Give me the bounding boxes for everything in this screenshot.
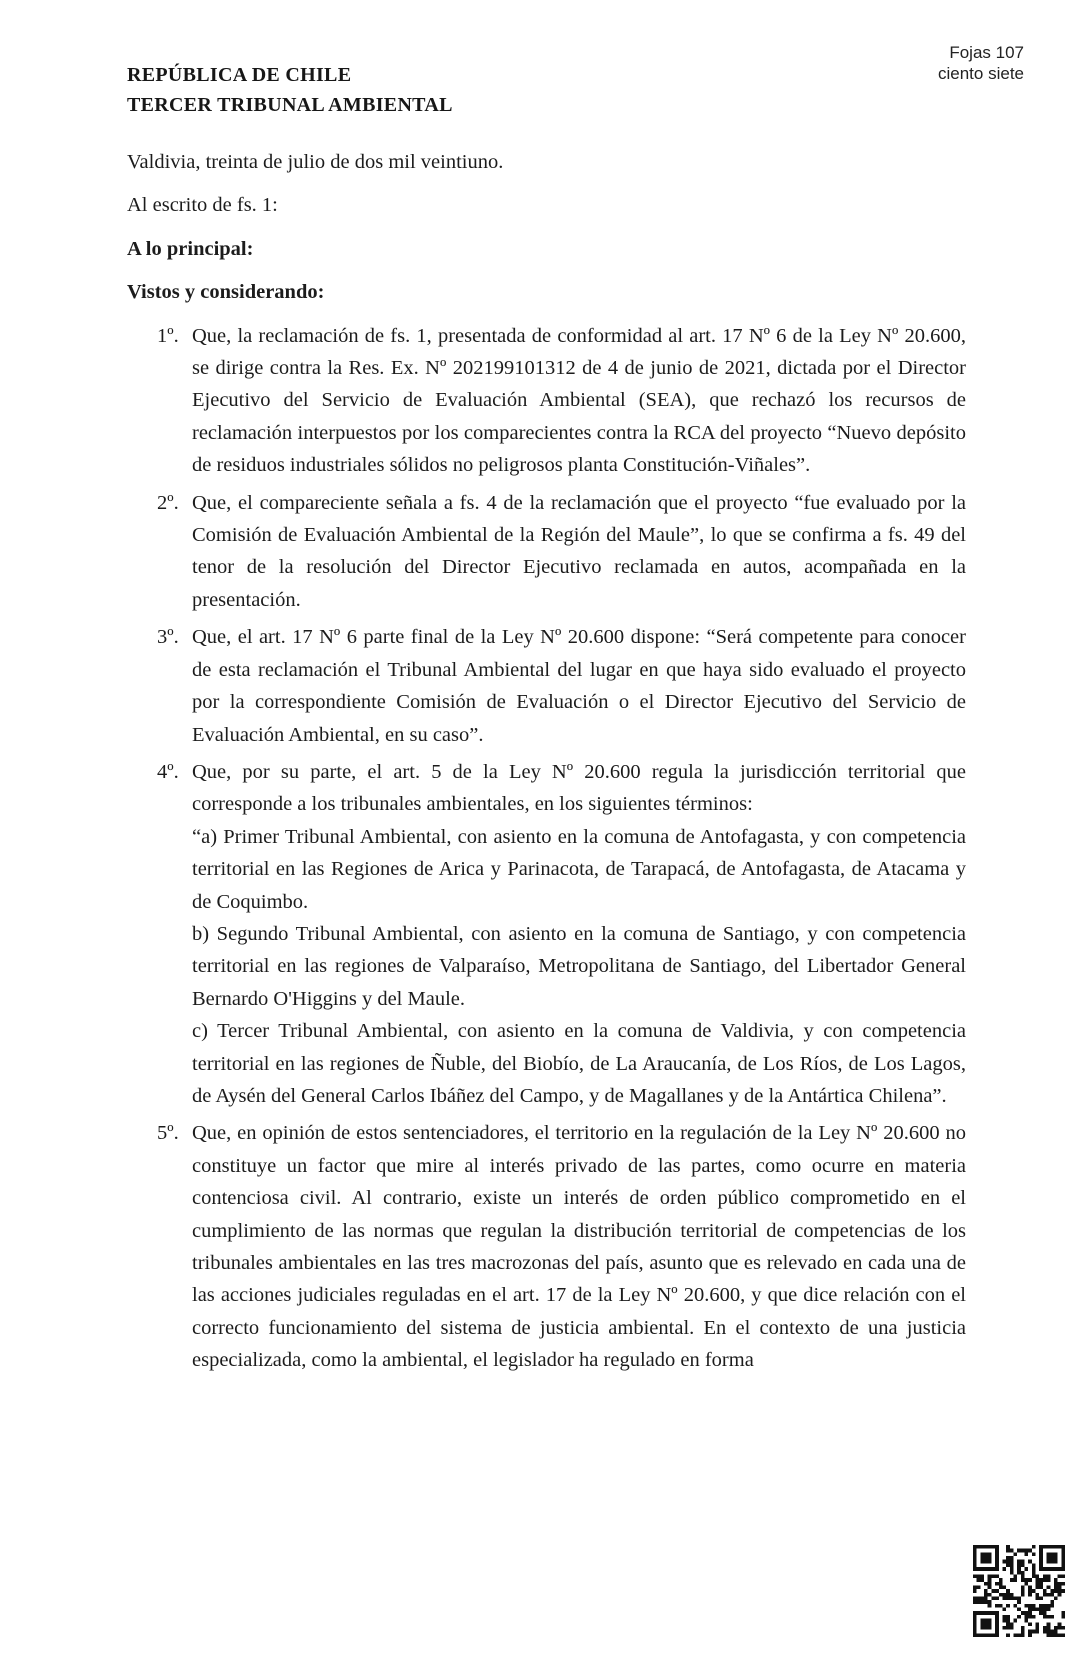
- item-number: 5º.: [157, 1122, 179, 1145]
- consideration-item-3: [127, 621, 966, 751]
- item-number: 4º.: [157, 760, 179, 783]
- fojas-stamp: [938, 42, 1024, 84]
- letterhead-tribunal: TERCER TRIBUNAL AMBIENTAL: [127, 94, 453, 116]
- letterhead: [127, 60, 453, 120]
- heading-a-lo-principal: A lo principal:: [127, 237, 254, 260]
- consideration-item-5: [127, 1117, 966, 1376]
- item-paragraph: c) Tercer Tribunal Ambiental, con asiento en la comuna de Valdivia, y con competencia territorial en las regiones de Ñuble, del Biobío, de La Araucanía, de Los Ríos, de Los Lagos, de Aysén del General Carlos Ibáñez del Campo, y de Magallanes y de la Antártica Chilena”.: [192, 1020, 966, 1107]
- item-number: 2º.: [157, 491, 179, 514]
- consideration-item-2: [127, 487, 966, 617]
- item-paragraph: b) Segundo Tribunal Ambiental, con asiento en la comuna de Santiago, y con competencia territorial en las regiones de Valparaíso, Metropolitana de Santiago, del Libertador General Bernardo O'Higgins y del Maule.: [192, 922, 966, 1010]
- item-paragraph: Que, el compareciente señala a fs. 4 de la reclamación que el proyecto “fue evaluado por la Comisión de Evaluación Ambiental de la Región del Maule”, lo que se confirma a fs. 49 del tenor de la resolución del Director Ejecutivo reclamada en autos, acompañada en la presentación.: [192, 491, 966, 611]
- item-paragraph: “a) Primer Tribunal Ambiental, con asiento en la comuna de Antofagasta, y con competencia territorial en las Regiones de Arica y Parinacota, de Tarapacá, de Antofagasta, de Atacama y de Coquimbo.: [192, 825, 966, 913]
- letterhead-republic: REPÚBLICA DE CHILE: [127, 64, 352, 86]
- item-paragraph: Que, la reclamación de fs. 1, presentada de conformidad al art. 17 Nº 6 de la Ley Nº 20.600, se dirige contra la Res. Ex. Nº 202199101312 de 4 de junio de 2021, dictada por el Director Ejecutivo del Servicio de Evaluación Ambiental (SEA), que rechazó los recursos de reclamación interpuestos por los comparecientes contra la RCA del proyecto “Nuevo depósito de residuos industriales sólidos no peligrosos planta Constitución-Viñales”.: [192, 324, 966, 477]
- item-number: 3º.: [157, 626, 179, 649]
- considerations-list: [127, 320, 966, 1377]
- consideration-item-4: [127, 756, 966, 1112]
- heading-vistos-y-considerando: Vistos y considerando:: [127, 281, 325, 304]
- item-number: 1º.: [157, 324, 179, 347]
- reference-line: Al escrito de fs. 1:: [127, 194, 278, 217]
- item-paragraph: Que, por su parte, el art. 5 de la Ley Nº 20.600 regula la jurisdicción territorial que corresponde a los tribunales ambientales, en los siguientes términos:: [192, 760, 966, 816]
- item-paragraph: Que, el art. 17 Nº 6 parte final de la Ley Nº 20.600 dispone: “Será competente para conocer de esta reclamación el Tribunal Ambiental del lugar en que haya sido evaluado el proyecto por la correspondiente Comisión de Evaluación o el Director Ejecutivo del Servicio de Evaluación Ambiental, en su caso”.: [192, 626, 966, 746]
- qr-code: [973, 1545, 1065, 1637]
- fojas-number: Fojas 107: [949, 43, 1024, 62]
- item-paragraph: Que, en opinión de estos sentenciadores, el territorio en la regulación de la Ley Nº 20.600 no constituye un factor que mire al interés privado de las partes, como ocurre en materia contenciosa civil. Al contrario, existe un interés de orden público comprometido en el cumplimiento de las normas que regulan la distribución territorial de competencias de los tribunales ambientales en las tres macrozonas del país, asunto que es relevado en cada una de las acciones judiciales reguladas en el art. 17 de la Ley Nº 20.600, y que dice relación con el correcto funcionamiento del sistema de justicia ambiental. En el contexto de una justicia especializada, como la ambiental, el legislador ha regulado en forma: [192, 1122, 966, 1372]
- document-body: [127, 146, 966, 1382]
- consideration-item-1: [127, 320, 966, 482]
- date-line: Valdivia, treinta de julio de dos mil veintiuno.: [127, 151, 504, 173]
- fojas-words: ciento siete: [938, 64, 1024, 83]
